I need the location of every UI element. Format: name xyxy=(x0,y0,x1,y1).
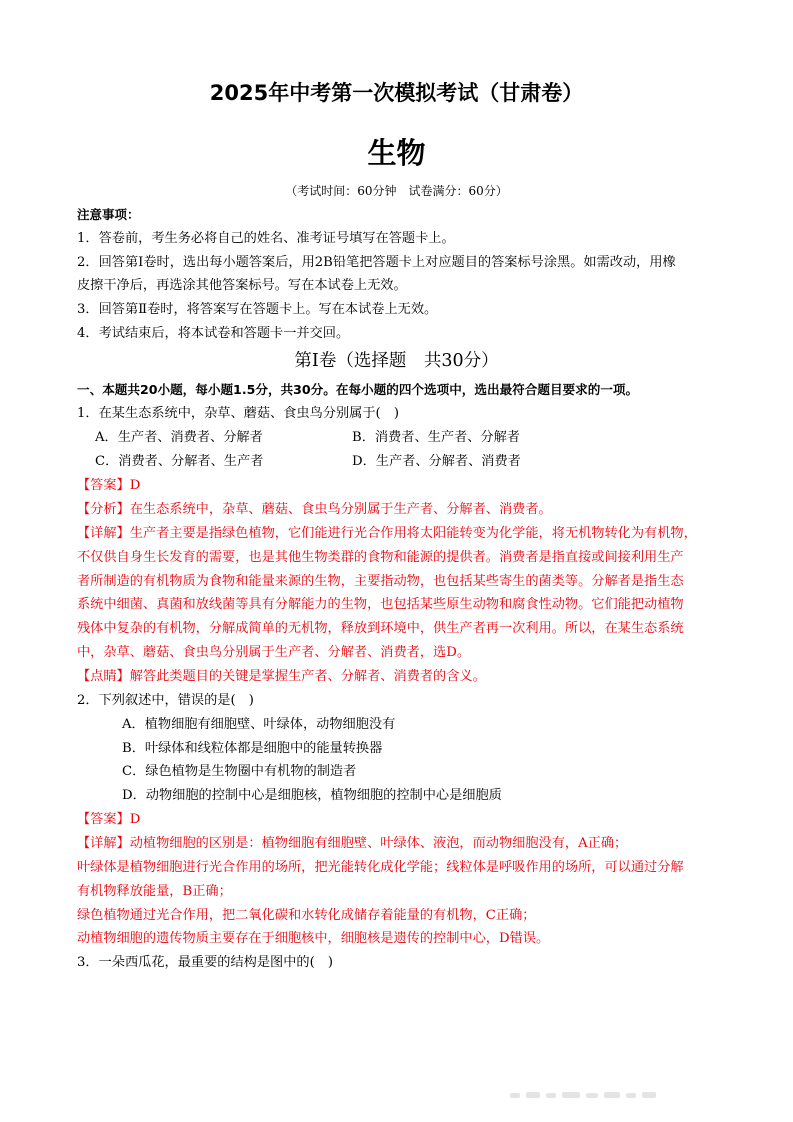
note-item: 皮擦干净后，再选涂其他答案标号。写在本试卷上无效。 xyxy=(77,278,407,293)
faint-watermark xyxy=(510,1088,670,1102)
answer-tag: 【答案】 xyxy=(77,478,130,493)
q1-detail-line: 系统中细菌、真菌和放线菌等具有分解能力的生物，也包括某些原生动物和腐食性动物。它们能把动植物 xyxy=(77,597,684,612)
q1-detail-line: 残体中复杂的有机物，分解成简单的无机物，释放到环境中，供生产者再一次利用。所以，在某生态系统 xyxy=(77,621,684,636)
exam-info: （考试时间：60分钟 试卷满分：60分） xyxy=(285,184,508,198)
exam-title: 2025年中考第一次模拟考试（甘肃卷） xyxy=(209,81,584,105)
q1-detail-line: 者所制造的有机物质为食物和能量来源的生物，主要指动物，也包括某些寄生的菌类等。分解者是指生态 xyxy=(77,574,684,589)
notes-heading: 注意事项： xyxy=(77,207,140,222)
note-item: 3．回答第Ⅱ卷时，将答案写在答题卡上。写在本试卷上无效。 xyxy=(77,302,438,317)
q1-answer xyxy=(77,474,722,498)
note-item: 4．考试结束后，将本试卷和答题卡一并交回。 xyxy=(77,326,350,341)
q2-option-c: C．绿色植物是生物圈中有机物的制造者 xyxy=(122,764,357,779)
subject-title: 生物 xyxy=(367,136,426,170)
analysis-tag: 【分析】 xyxy=(77,502,130,517)
q2-detail-line: 绿色植物通过光合作用，把二氧化碳和水转化成储存着能量的有机物，C正确； xyxy=(77,908,536,923)
q1-option-b: B．消费者、生产者、分解者 xyxy=(352,430,520,445)
analysis-text: 在生态系统中，杂草、蘑菇、食虫鸟分别属于生产者、分解者、消费者。 xyxy=(129,502,552,517)
detail-tag: 【详解】 xyxy=(77,836,130,851)
q1-detail-line: 不仅供自身生长发育的需要，也是其他生物类群的食物和能源的提供者。消费者是指直接或间接利用生产 xyxy=(77,550,684,565)
answer-value: D xyxy=(129,812,141,827)
question-2-stem: 2．下列叙述中，错误的是( ) xyxy=(77,693,254,708)
tip-text: 解答此类题目的关键是掌握生产者、分解者、消费者的含义。 xyxy=(129,669,486,684)
q2-option-a: A．植物细胞有细胞壁、叶绿体，动物细胞没有 xyxy=(122,717,396,732)
question-3-stem: 3．一朵西瓜花，最重要的结构是图中的( ) xyxy=(77,955,334,970)
question-1-stem: 1．在某生态系统中，杂草、蘑菇、食虫鸟分别属于( ) xyxy=(77,406,399,421)
q2-answer xyxy=(77,808,722,832)
answer-value: D xyxy=(129,478,141,493)
q2-detail-line: 叶绿体是植物细胞进行光合作用的场所，把光能转化成化学能；线粒体是呼吸作用的场所，可以通过分解 xyxy=(77,860,684,875)
answer-tag: 【答案】 xyxy=(77,812,130,827)
detail-tag: 【详解】 xyxy=(77,526,130,541)
q2-option-d: D．动物细胞的控制中心是细胞核，植物细胞的控制中心是细胞质 xyxy=(122,788,502,803)
q2-option-b: B．叶绿体和线粒体都是细胞中的能量转换器 xyxy=(122,741,383,756)
q1-option-a: A．生产者、消费者、分解者 xyxy=(95,430,263,445)
q1-option-c: C．消费者、分解者、生产者 xyxy=(95,454,264,469)
q1-detail-line xyxy=(77,522,722,546)
q1-tip xyxy=(77,665,722,689)
note-item: 1．答卷前，考生务必将自己的姓名、准考证号填写在答题卡上。 xyxy=(77,231,455,246)
q2-detail-line xyxy=(77,832,722,856)
q1-detail-line: 中，杂草、蘑菇、食虫鸟分别属于生产者、分解者、消费者，选D。 xyxy=(77,645,471,660)
detail-text: 生产者主要是指绿色植物，它们能进行光合作用将太阳能转变为化学能，将无机物转化为有机物， xyxy=(129,526,697,541)
q1-analysis xyxy=(77,498,722,522)
tip-tag: 【点睛】 xyxy=(77,669,130,684)
section-title: 第Ⅰ卷（选择题 共30分） xyxy=(294,351,499,371)
q1-option-d: D．生产者、分解者、消费者 xyxy=(352,454,521,469)
note-item: 2．回答第Ⅰ卷时，选出每小题答案后，用2B铅笔把答题卡上对应题目的答案标号涂黑。如需改动，用橡 xyxy=(77,255,676,270)
q2-detail-line: 动植物细胞的遗传物质主要存在于细胞核中，细胞核是遗传的控制中心，D错误。 xyxy=(77,931,550,946)
section-instruction: 一、本题共20小题，每小题1.5分，共30分。在每小题的四个选项中，选出最符合题目要求的一项。 xyxy=(77,382,639,397)
q2-detail-line: 有机物释放能量，B正确； xyxy=(77,884,232,899)
detail-text: 动植物细胞的区别是：植物细胞有细胞壁、叶绿体、液泡，而动物细胞没有，A正确； xyxy=(129,836,628,851)
